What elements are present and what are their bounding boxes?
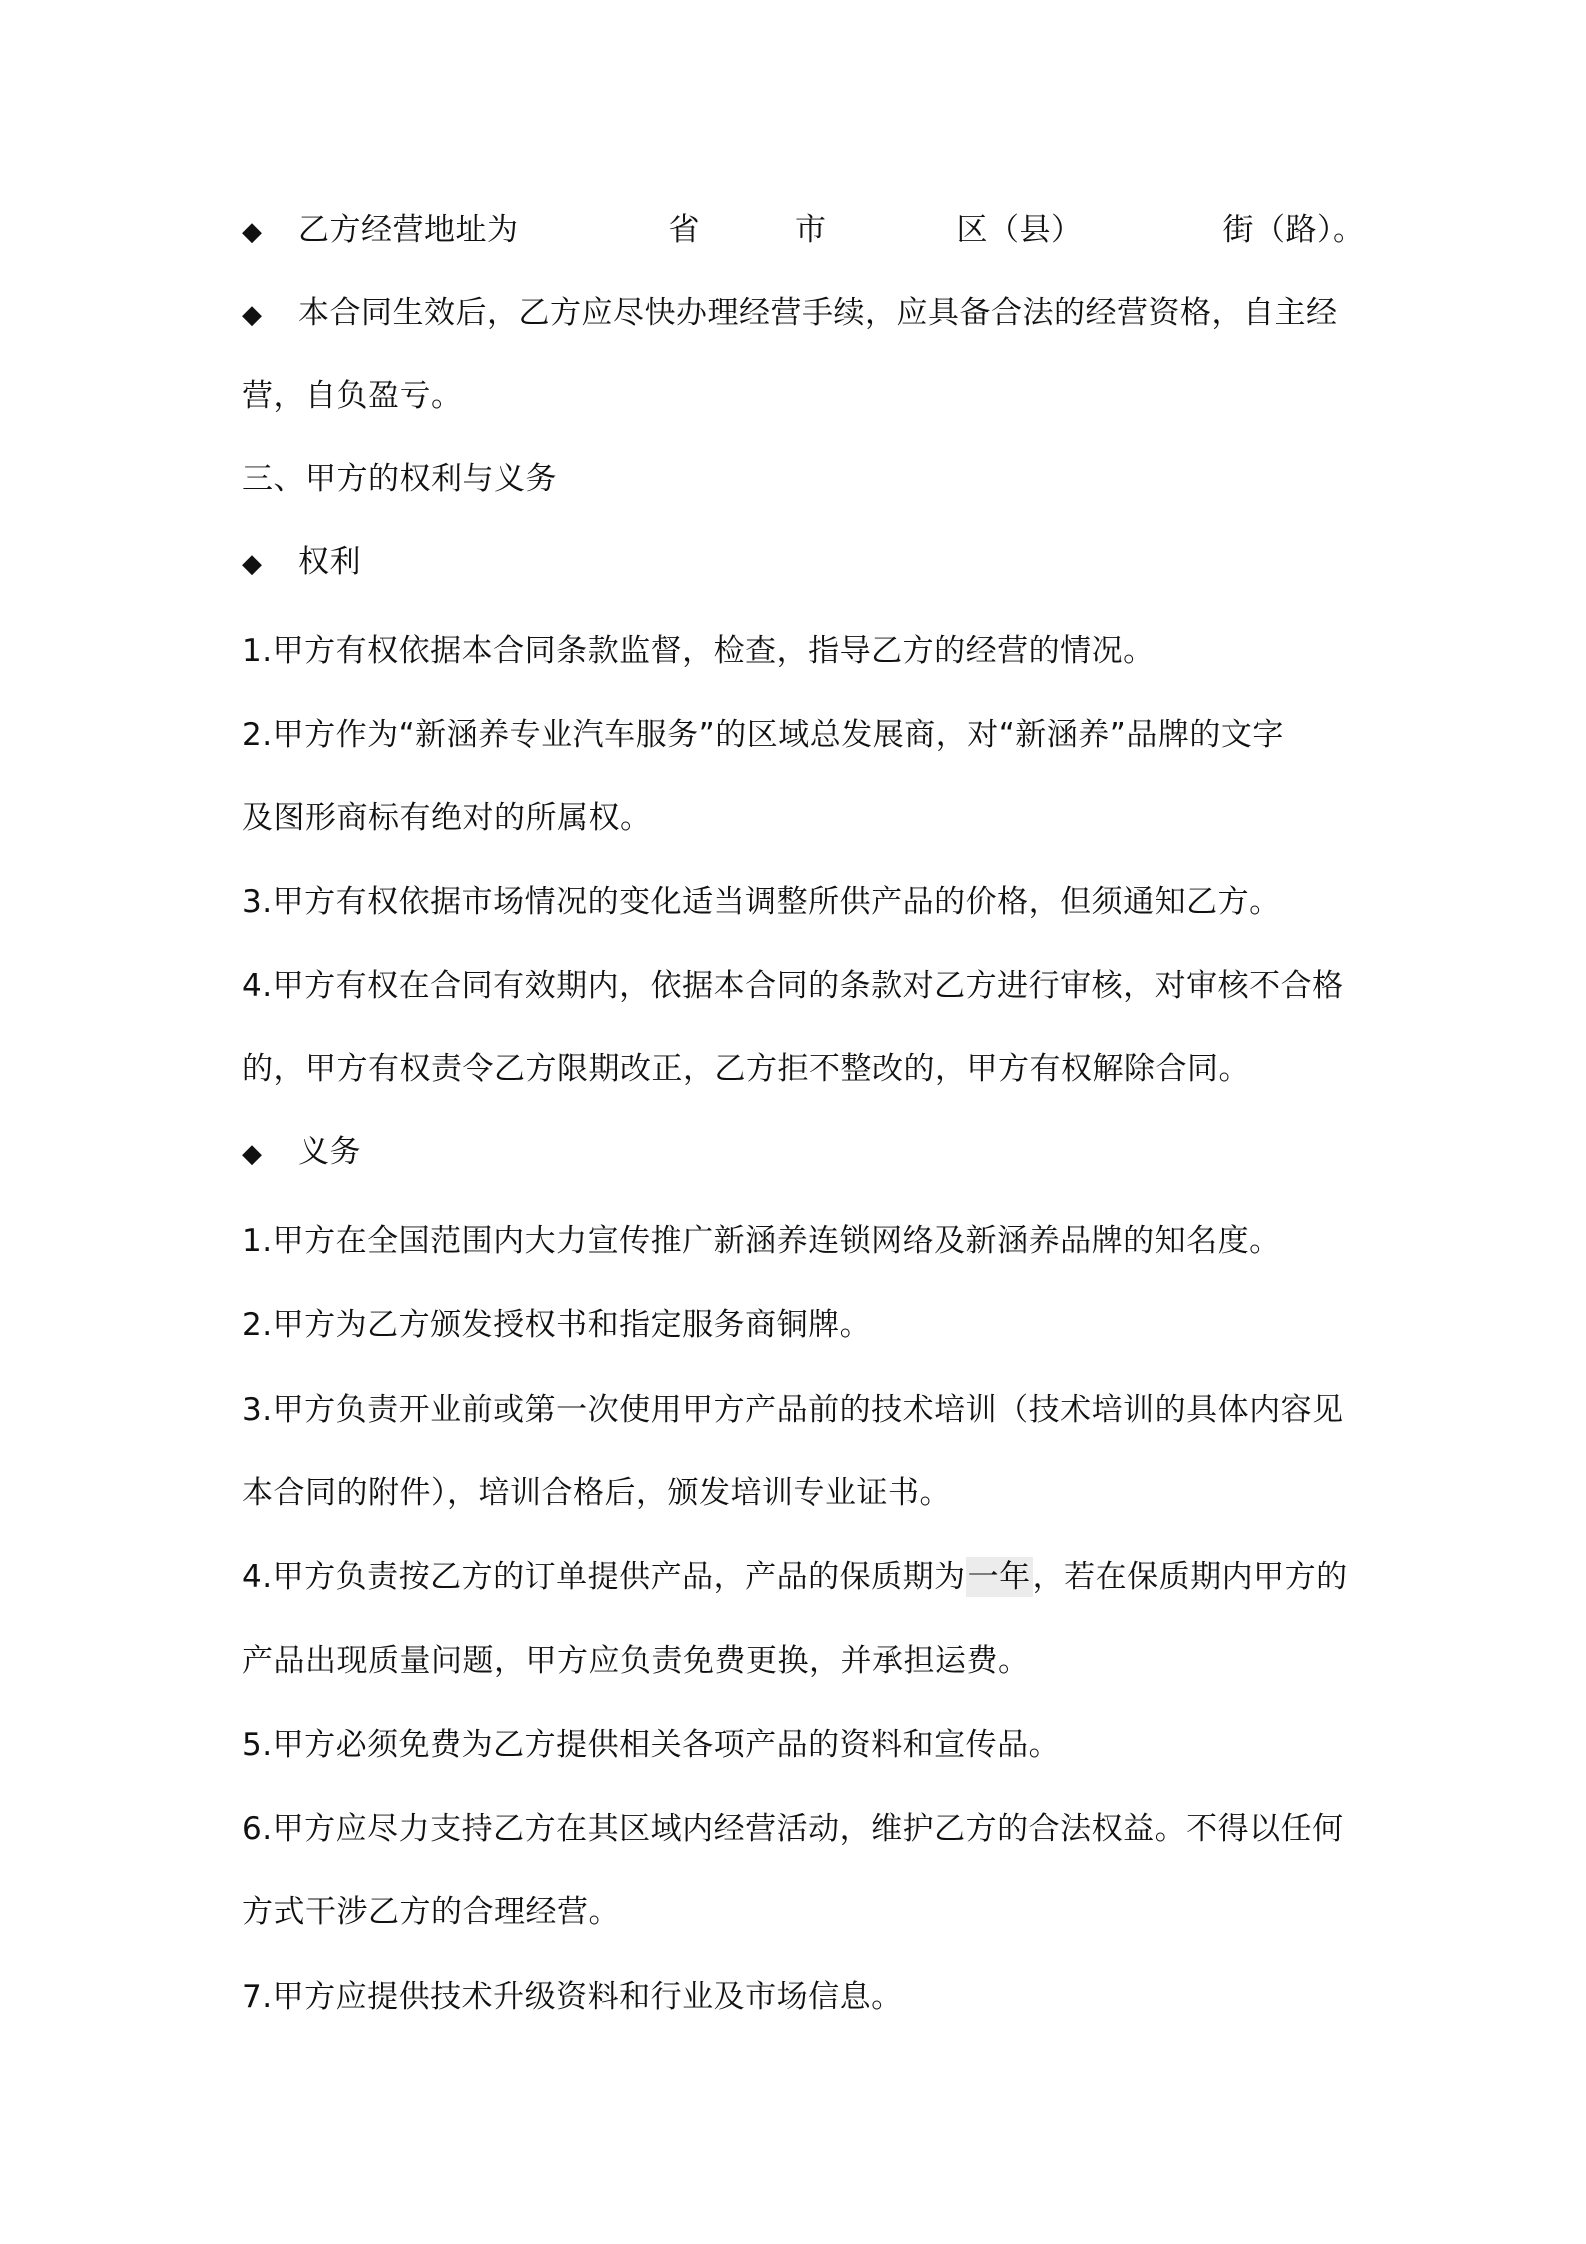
duties-item-3-line1: 3.甲方负责开业前或第一次使用甲方产品前的技术培训（技术培训的具体内容见: [242, 1392, 1344, 1428]
effective-para-line2: 营，自负盈亏。: [242, 378, 463, 414]
rights-item-4-line2: 的，甲方有权责令乙方限期改正，乙方拒不整改的，甲方有权解除合同。: [242, 1051, 1250, 1087]
duties-item-1: 1.甲方在全国范围内大力宣传推广新涵养连锁网络及新涵养品牌的知名度。: [242, 1223, 1281, 1259]
duties-item-6-line2: 方式干涉乙方的合理经营。: [242, 1894, 620, 1930]
duties-heading: ◆ 义务: [242, 1131, 1362, 1173]
duties-item-2: 2.甲方为乙方颁发授权书和指定服务商铜牌。: [242, 1307, 872, 1343]
duties-item-5: 5.甲方必须免费为乙方提供相关各项产品的资料和宣传品。: [242, 1727, 1061, 1763]
rights-item-4-line1: 4.甲方有权在合同有效期内，依据本合同的条款对乙方进行审核，对审核不合格: [242, 968, 1344, 1004]
highlighted-term: 一年: [967, 1559, 1031, 1595]
address-line: [242, 209, 1365, 251]
diamond-bullet-icon: ◆: [242, 1139, 263, 1169]
diamond-bullet-icon: ◆: [242, 300, 263, 330]
diamond-bullet-icon: ◆: [242, 549, 263, 579]
address-prefix: 乙方经营地址为: [298, 212, 519, 248]
address-district: 区（县）: [956, 212, 1083, 248]
rights-heading: ◆ 权利: [242, 541, 1362, 583]
rights-item-1: 1.甲方有权依据本合同条款监督，检查，指导乙方的经营的情况。: [242, 633, 1155, 669]
duties-item-4-line1: 4.甲方负责按乙方的订单提供产品，产品的保质期为一年，若在保质期内甲方的: [242, 1559, 1348, 1595]
duties-item-3-line2: 本合同的附件），培训合格后，颁发培训专业证书。: [242, 1475, 951, 1511]
rights-item-2-line1: 2.甲方作为“新涵养专业汽车服务”的区域总发展商，对“新涵养”品牌的文字: [242, 717, 1284, 753]
address-province: 省: [668, 212, 700, 248]
duties-item-6-line1: 6.甲方应尽力支持乙方在其区域内经营活动，维护乙方的合法权益。不得以任何: [242, 1811, 1344, 1847]
diamond-bullet-icon: ◆: [242, 217, 263, 247]
rights-item-3: 3.甲方有权依据市场情况的变化适当调整所供产品的价格，但须通知乙方。: [242, 884, 1281, 920]
duties-item-7: 7.甲方应提供技术升级资料和行业及市场信息。: [242, 1979, 903, 2015]
effective-para-line1: ◆ 本合同生效后，乙方应尽快办理经营手续，应具备合法的经营资格，自主经: [242, 292, 1362, 334]
address-city: 市: [795, 212, 827, 248]
address-street: 街（路）。: [1222, 212, 1365, 248]
duties-item-4-line2: 产品出现质量问题，甲方应负责免费更换，并承担运费。: [242, 1643, 1030, 1679]
rights-item-2-line2: 及图形商标有绝对的所属权。: [242, 800, 652, 836]
section-title: 三、甲方的权利与义务: [242, 461, 557, 497]
